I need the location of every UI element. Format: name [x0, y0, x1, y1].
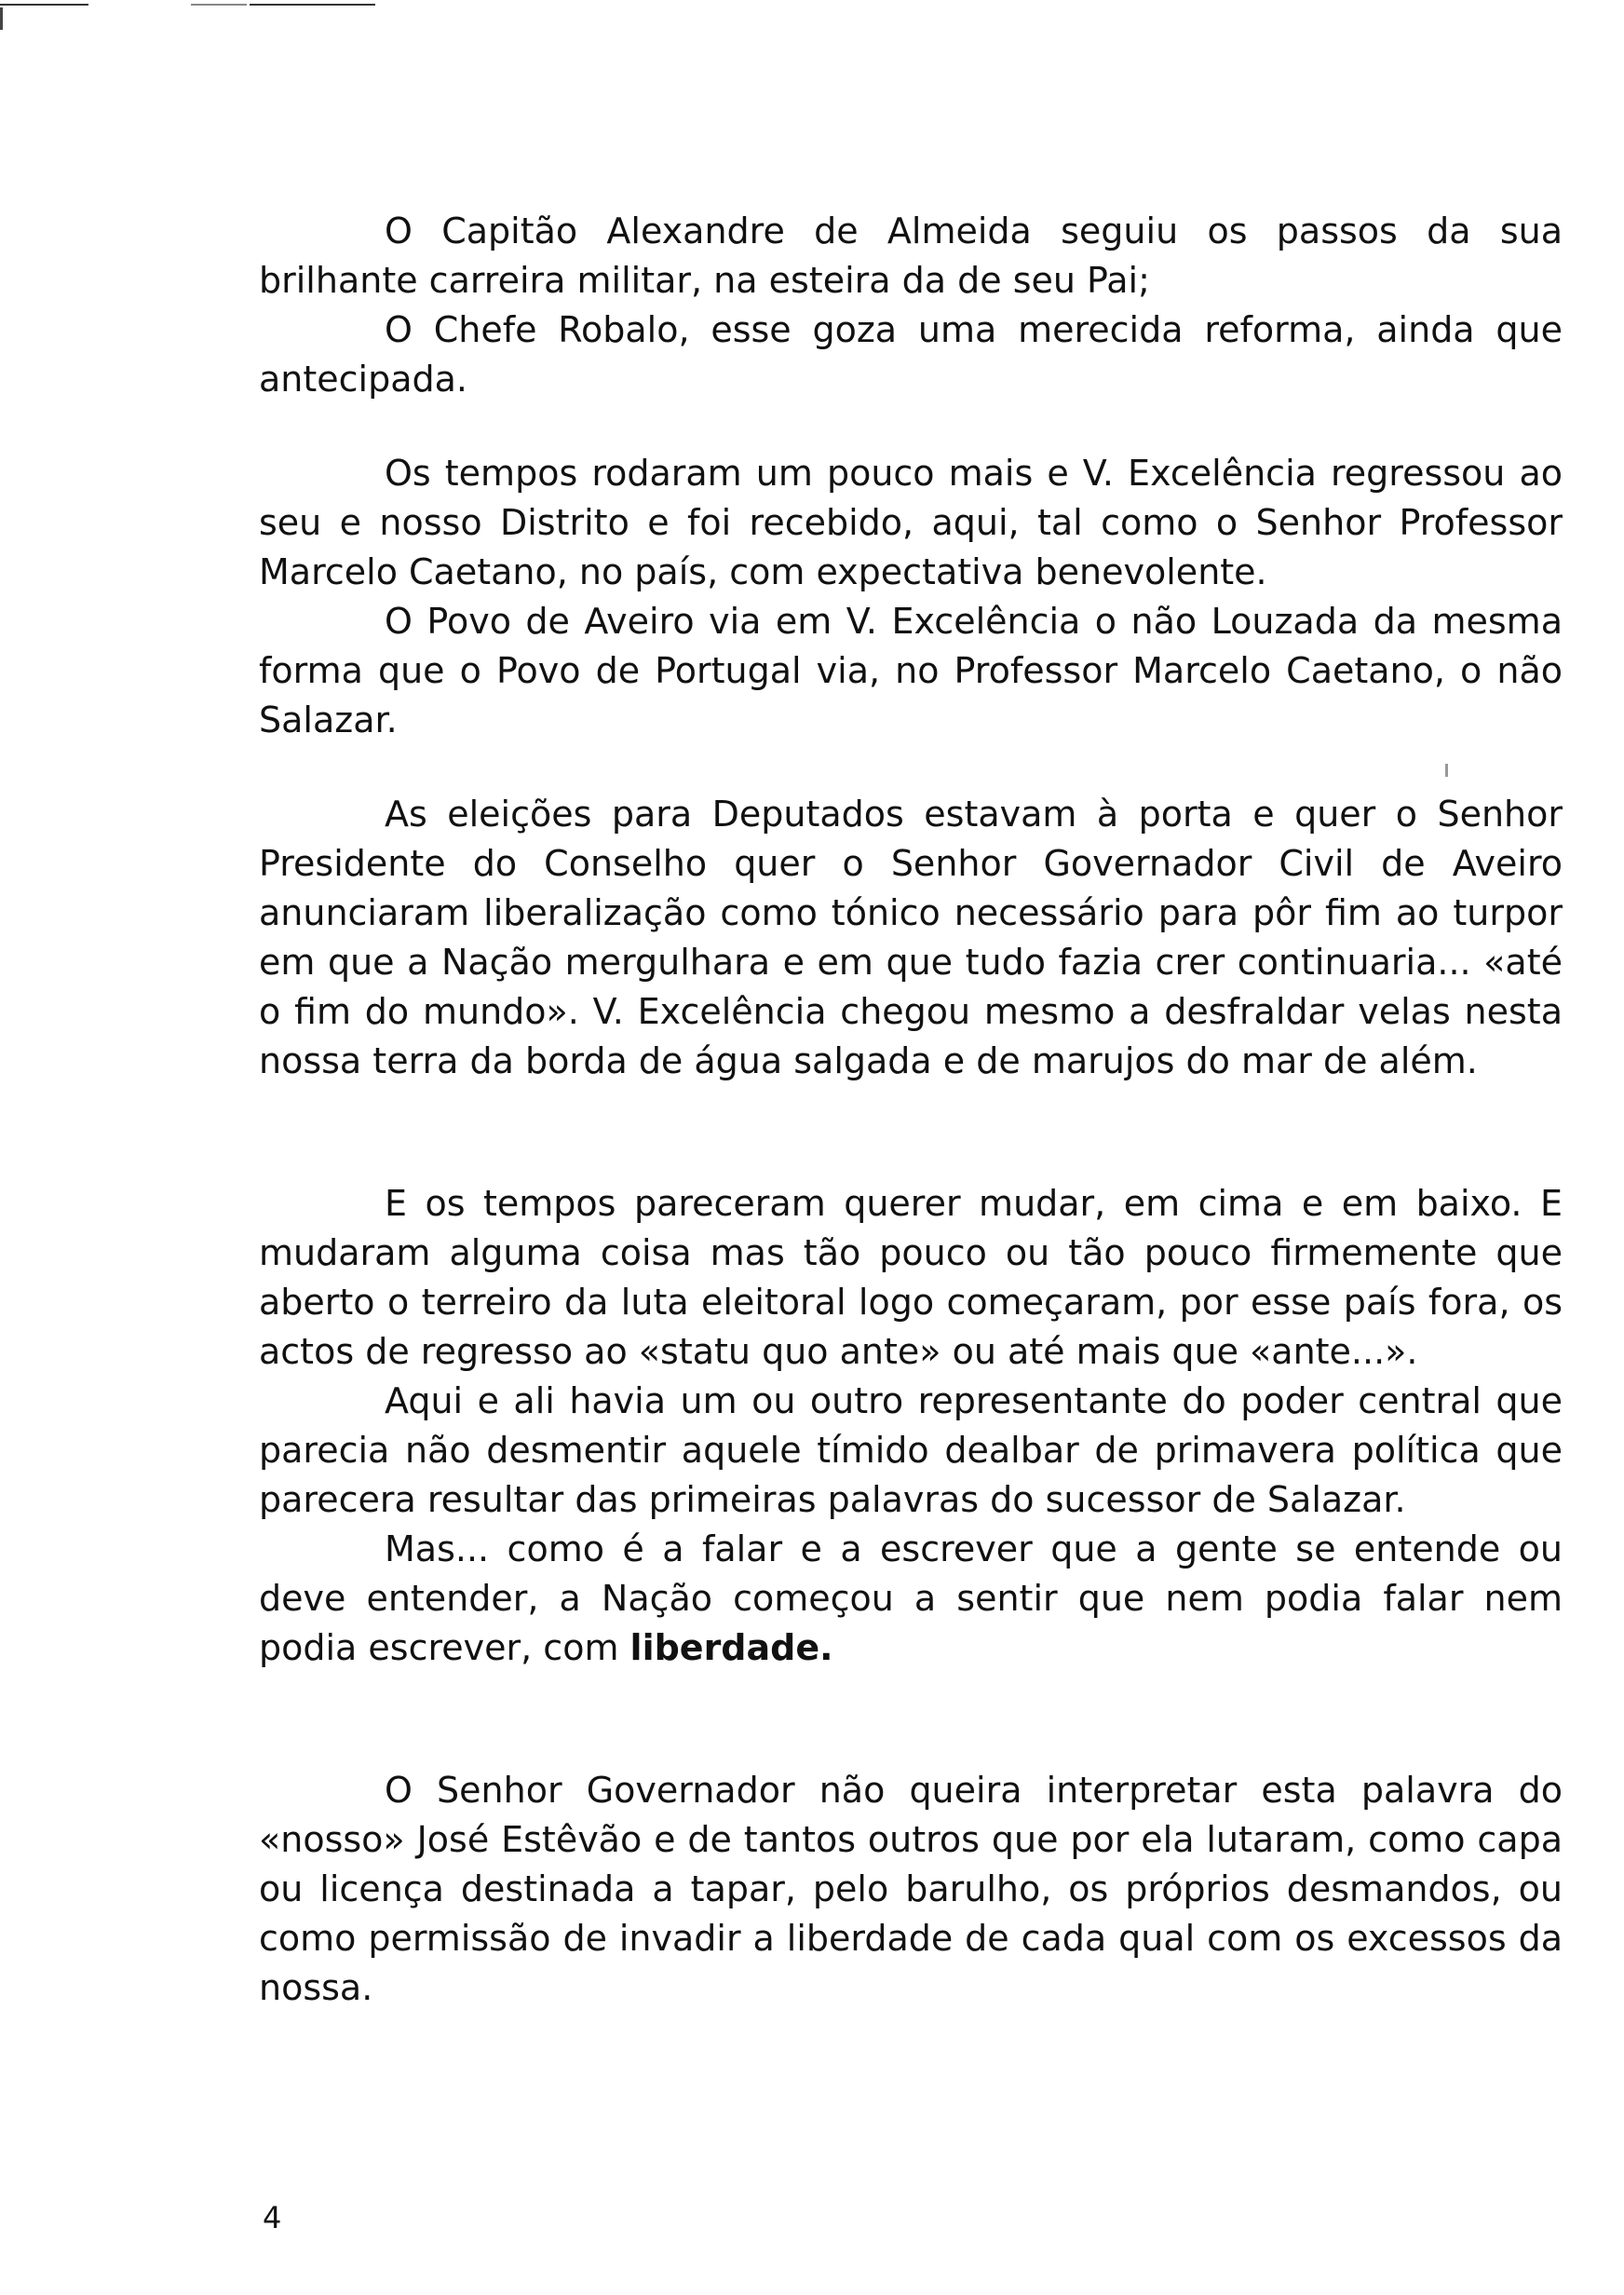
bold-word-liberdade: liberdade. [629, 1627, 833, 1668]
scan-edge-tick [0, 7, 3, 30]
paragraph: As eleições para Deputados estavam à porta e quer o Senhor Presidente do Conselho quer o Senhor Governador Civil de Aveiro anunciaram liberalização como tónico necessário para pôr fim ao turpor em que a Nação mergulhara e em que tudo fazia crer continuaria... «até o fim do mundo». V. Excelência chegou mesmo a desfraldar velas nesta nossa terra da borda de água salgada e de marujos do mar de além. [259, 794, 1563, 1081]
paragraph: Os tempos rodaram um pouco mais e V. Excelência regressou ao seu e nosso Distrito e foi recebido, aqui, tal como o Senhor Professor Marcelo Caetano, no país, com expectativa benevolente. [259, 453, 1563, 592]
paragraph: O Chefe Robalo, esse goza uma merecida reforma, ainda que antecipada. [259, 309, 1563, 400]
paragraph: O Senhor Governador não queira interpretar esta palavra do «nosso» José Estêvão e de tantos outros que por ela lutaram, como capa ou licença destinada a tapar, pelo barulho, os próprios desmandos, ou como permissão de invadir a liberdade de cada qual com os excessos da nossa. [259, 1770, 1563, 2008]
scan-speck [1445, 764, 1448, 777]
document-body [259, 207, 1563, 2013]
paragraph-liberdade [259, 1525, 1563, 1673]
paragraph-text: Mas... como é a falar e a escrever que a gente se entende ou deve entender, a Nação começou a sentir que nem podia falar nem podia escrever, com [259, 1528, 1563, 1668]
scan-edge-mark [0, 4, 88, 6]
paragraph: O Povo de Aveiro via em V. Excelência o não Louzada da mesma forma que o Povo de Portugal via, no Professor Marcelo Caetano, o não Salazar. [259, 601, 1563, 740]
paragraph: Aqui e ali havia um ou outro representante do poder central que parecia não desmentir aquele tímido dealbar de primavera política que parecera resultar das primeiras palavras do sucessor de Salazar. [259, 1380, 1563, 1520]
paragraph: E os tempos pareceram querer mudar, em cima e em baixo. E mudaram alguma coisa mas tão pouco ou tão pouco firmemente que aberto o terreiro da luta eleitoral logo começaram, por esse país fora, os actos de regresso ao «statu quo ante» ou até mais que «ante...». [259, 1183, 1563, 1372]
page-number: 4 [263, 2200, 282, 2235]
paragraph: O Capitão Alexandre de Almeida seguiu os passos da sua brilhante carreira militar, na esteira da de seu Pai; [259, 210, 1563, 301]
scan-edge-mark [191, 4, 247, 6]
scan-edge-mark [250, 4, 375, 6]
